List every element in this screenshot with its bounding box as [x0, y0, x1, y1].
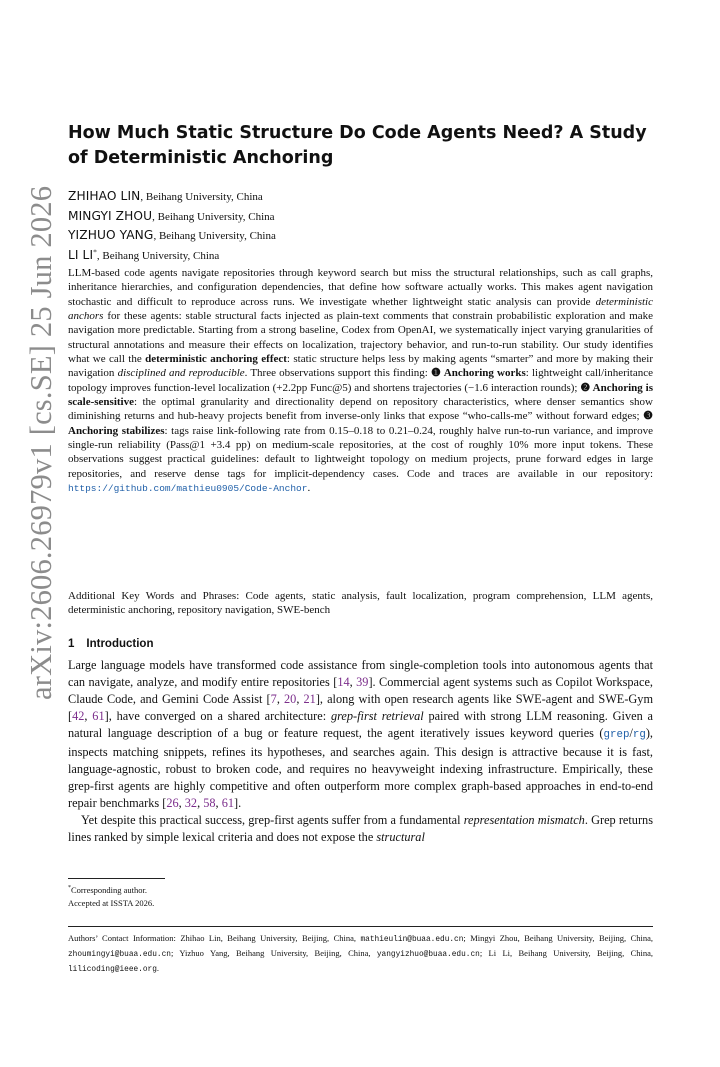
footnote-marker: *	[68, 885, 71, 891]
body-text: ], along with open research agents like SWE-agent and SWE-Gym [	[68, 692, 654, 724]
body-text: ].	[233, 796, 242, 811]
author-name: MINGYI ZHOU	[68, 208, 153, 223]
repository-link[interactable]: https://github.com/mathieu0905/Code-Anchor	[68, 483, 308, 495]
author-name: LI LI	[68, 247, 94, 262]
body-text: ], have converged on a shared architecture:	[104, 709, 331, 724]
abstract-key-term: deterministic anchoring effect	[145, 353, 287, 366]
body-text: . Grep returns lines ranked by simple lexical criteria and does not expose the	[68, 813, 653, 845]
email-address: yangyizhuo@buaa.edu.cn	[376, 951, 480, 960]
abstract-text: for these agents: stable structural facts injected as plain-text comments that constrain probabilistic exploration and make navigation more predictable. Starting from a strong baseline, Codex from OpenAI, we systematically inject varying granularities of structural annotations and measure their effects on localization, trajectory behavior, and run-to-run stability. Our study identifies what we call the	[68, 310, 653, 366]
citation-link[interactable]: 20	[284, 692, 297, 707]
finding-2-label: ❷ Anchoring is scale-sensitive	[68, 381, 653, 409]
emphasis: representation mismatch	[463, 813, 585, 828]
paper-title: How Much Static Structure Do Code Agents Need? A Study of Deterministic Anchoring	[68, 123, 647, 168]
arxiv-identifier: arXiv:2606.26979v1 [cs.SE] 25 Jun 2026	[24, 185, 58, 700]
footnote-text: Corresponding author.	[71, 884, 148, 895]
abstract-text: : tags raise link-following rate from 0.15–0.18 to 0.21–0.24, roughly halve run-to-run variance, and improve single-run reliability (Pass@1 +3.4 pp) on medium-scale repositories, at the cost of roughly 10% more input tokens. These observations suggest practical guidelines: default to lightweight topology on medium projects, prune forward edges in large repositories, and reserve dense tags for implicit-dependency cases. Code and traces are available in our repository:	[68, 424, 653, 480]
citation-link[interactable]: 21	[303, 692, 316, 707]
contact-text: ; Yizhuo Yang, Beihang University, Beijing, China,	[170, 948, 377, 959]
citation-link[interactable]: 14	[337, 675, 350, 690]
author-name: ZHIHAO LIN	[68, 189, 141, 203]
corresponding-author-marker: *	[93, 246, 97, 256]
abstract-emphasis: disciplined and reproducible	[117, 367, 245, 380]
contact-text: Authors’ Contact Information: Zhihao Lin, Beihang University, Beijing, China,	[68, 933, 361, 943]
inline-code: grep	[603, 729, 630, 742]
body-text: Yet despite this practical success, grep-first agents suffer from a fundamental	[81, 813, 464, 828]
author-line	[68, 246, 653, 266]
author-name: YIZHUO YANG	[68, 228, 154, 242]
abstract-emphasis: deterministic anchors	[68, 295, 653, 323]
abstract	[68, 266, 653, 497]
emphasis: structural	[376, 830, 425, 845]
abstract-text: : static structure helps less by making agents “smarter” and more by making their navigation	[68, 353, 653, 380]
introduction-body	[68, 657, 653, 847]
inline-code: rg	[632, 729, 646, 742]
abstract-text: : lightweight call/inheritance topology improves function-level localization (+2.2pp Func@5) and shortens trajectories (−1.6 interaction rounds);	[68, 367, 653, 394]
contact-text: ; Li Li, Beihang University, Beijing, China,	[479, 948, 653, 959]
abstract-text: .	[307, 482, 311, 495]
author-list	[68, 187, 653, 265]
contact-text: .	[156, 963, 160, 974]
author-line	[68, 187, 653, 207]
author-affiliation: , Beihang University, China	[153, 230, 276, 242]
author-contact-information	[68, 926, 653, 978]
keywords: Additional Key Words and Phrases: Code agents, static analysis, fault localization, program comprehension, LLM agents, deterministic anchoring, repository navigation, SWE-bench	[68, 590, 653, 617]
email-address: mathieulin@buaa.edu.cn	[360, 936, 464, 944]
citation-link[interactable]: 7	[270, 692, 277, 707]
author-line	[68, 226, 653, 246]
body-text: ), inspects matching snippets, refines its hypotheses, and searches again. This design is attractive because it is fast, language-agnostic, robust to broken code, and requires no heavyweight indexing infrastructure. Empirically, these grep-first agents are highly competitive and often outperform more complex graph-based approaches in end-to-end repair benchmarks [	[68, 726, 653, 811]
footnote-accepted: Accepted at ISSTA 2026.	[68, 898, 155, 909]
author-affiliation: , Beihang University, China	[96, 249, 220, 262]
citation-link[interactable]: 32	[184, 796, 198, 811]
section-heading	[68, 638, 153, 650]
body-text: Large language models have transformed code assistance from single-completion tools into autonomous agents that can navigate, analyze, and modify entire repositories [	[68, 658, 653, 690]
paragraph	[68, 812, 653, 846]
citation-link[interactable]: 42	[72, 709, 85, 724]
body-text: paired with strong LLM reasoning. Given a natural language description of a bug or feature request, the agent iteratively issues keyword queries (	[68, 709, 653, 741]
abstract-text: LLM-based code agents navigate repositories through keyword search but miss the structural relationships, such as call graphs, inheritance hierarchies, and configuration dependencies, that define how software actually works. This makes agent navigation stochastic and difficult to reproduce across runs. We investigate whether lightweight static analysis can provide	[68, 267, 653, 308]
citation-link[interactable]: 61	[221, 796, 234, 811]
email-address: lilicoding@ieee.org	[68, 966, 157, 975]
author-line	[68, 207, 653, 227]
author-affiliation: , Beihang University, China	[152, 210, 275, 223]
abstract-text: : the optimal granularity and directionality depend on repository characteristics, where denser semantics show diminishing returns and hub-heavy projects benefit from inverse-only links that expose “who-calls-me” without forward edges;	[68, 396, 653, 423]
section-number: 1	[68, 638, 75, 650]
finding-1-label: ❶ Anchoring works	[431, 367, 526, 380]
citation-link[interactable]: 61	[92, 709, 105, 724]
contact-text: ; Mingyi Zhou, Beihang University, Beijing, China,	[463, 933, 653, 943]
author-affiliation: , Beihang University, China	[140, 191, 263, 203]
emphasis: grep-first retrieval	[330, 709, 424, 724]
paragraph: Large language models have transformed code assistance from single-completion tools into autonomous agents that can navigate, analyze, and modify entire repositories [14, 39]. Commercial agent systems such as Copilot Workspace, Claude Code, and Gemini Code Assist [7, 20, 21], along with open research agents like SWE-agent and SWE-Gym [42, 61], have converged on a shared architecture: grep-first retrieval paired with strong LLM reasoning. Given a natural language description of a bug or feature request, the agent iteratively issues keyword queries (grep/rg), inspects matching snippets, refines its hypotheses, and searches again. This design is attractive because it is fast, language-agnostic, robust to broken code, and requires no heavyweight indexing infrastructure. Empirically, these grep-first agents are highly competitive and often outperform more complex graph-based approaches in end-to-end repair benchmarks [26, 32, 58, 61].	[68, 658, 654, 811]
footnote-rule	[68, 878, 165, 879]
citation-link[interactable]: 26	[166, 796, 179, 811]
citation-link[interactable]: 39	[356, 675, 369, 690]
footnote-corresponding	[68, 882, 653, 897]
footnotes	[68, 878, 653, 910]
finding-3-label: ❸ Anchoring stabilizes	[68, 410, 653, 437]
abstract-text: . Three observations support this finding:	[244, 367, 431, 380]
body-text: ]. Commercial agent systems such as Copilot Workspace, Claude Code, and Gemini Code Assist [	[68, 675, 653, 707]
citation-link[interactable]: 58	[203, 796, 216, 811]
email-address: zhoumingyi@buaa.edu.cn	[68, 951, 171, 960]
section-title: Introduction	[86, 638, 154, 650]
